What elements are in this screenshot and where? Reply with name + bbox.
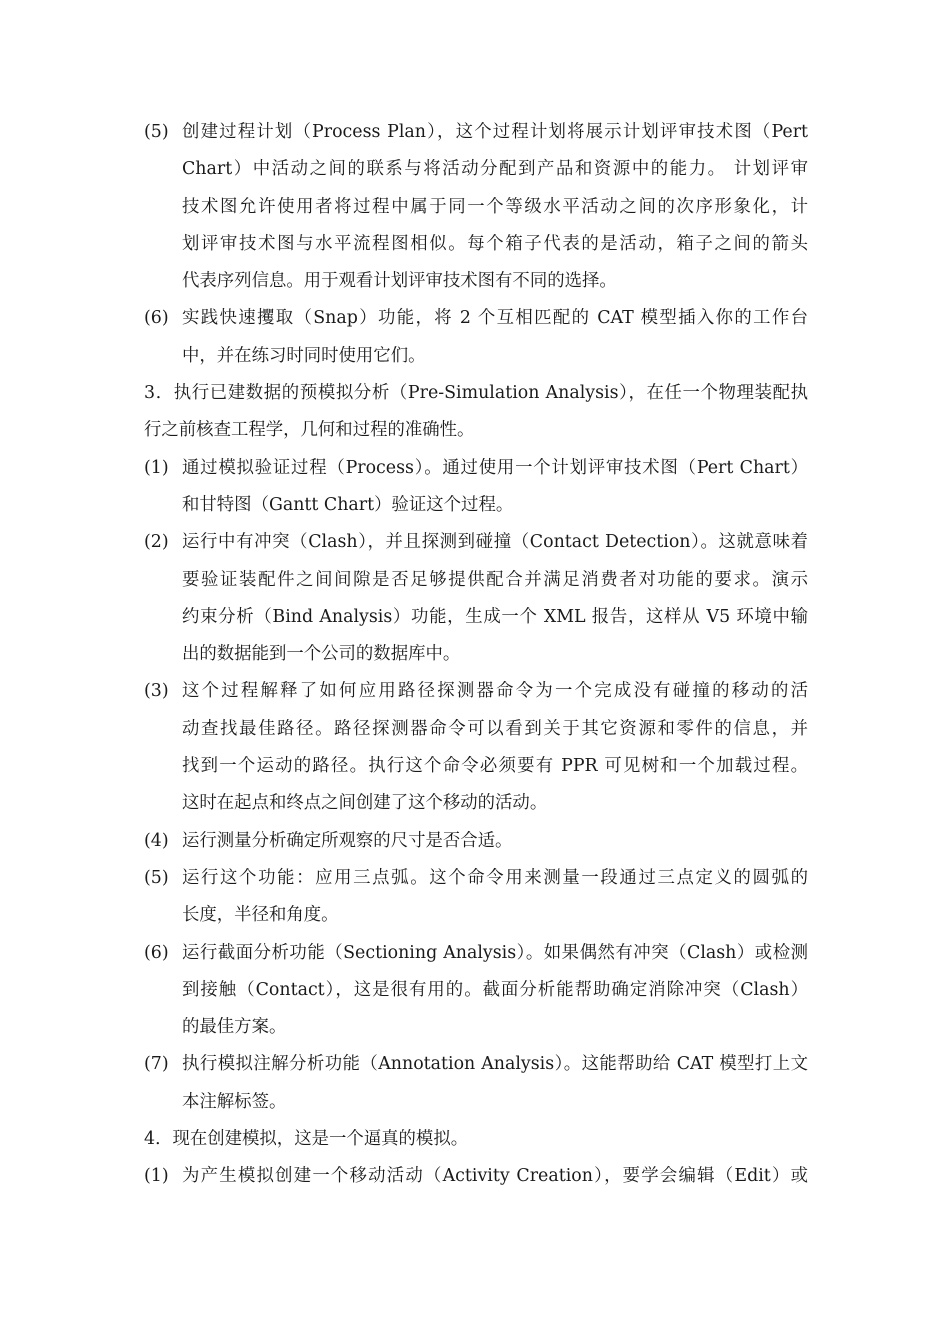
text-line <box>144 1084 808 1121</box>
line-text: 约束分析（Bind Analysis）功能，生成一个 XML 报告，这样从 V5 环境中输 <box>182 606 808 627</box>
list-marker: (1) <box>144 1166 169 1187</box>
text-line <box>144 114 808 151</box>
line-text: 通过模拟验证过程（Process）。通过使用一个计划评审技术图（Pert Chart） <box>182 457 808 478</box>
text-line <box>144 972 808 1009</box>
text-line <box>144 338 808 375</box>
line-text: 运行中有冲突（Clash），并且探测到碰撞（Contact Detection）。这就意味着 <box>182 532 808 553</box>
text-line <box>144 1121 808 1158</box>
line-text: 中，并在练习时同时使用它们。 <box>182 345 426 366</box>
text-line <box>144 375 808 412</box>
text-line <box>144 1046 808 1083</box>
line-text: 4．现在创建模拟，这是一个逼真的模拟。 <box>144 1129 469 1150</box>
line-text: 动查找最佳路径。路径探测器命令可以看到关于其它资源和零件的信息，并 <box>182 718 808 739</box>
text-line <box>144 412 808 449</box>
line-text: 本注解标签。 <box>182 1091 287 1112</box>
list-marker: (4) <box>144 830 169 851</box>
text-line <box>144 636 808 673</box>
line-text: 这个过程解释了如何应用路径探测器命令为一个完成没有碰撞的移动的活 <box>182 681 808 702</box>
line-text: 代表序列信息。用于观看计划评审技术图有不同的选择。 <box>182 271 617 292</box>
line-text: 到接触（Contact），这是很有用的。截面分析能帮助确定消除冲突（Clash） <box>182 979 808 1000</box>
text-line <box>144 785 808 822</box>
line-text: 长度，半径和角度。 <box>182 905 339 926</box>
line-text: 出的数据能到一个公司的数据库中。 <box>182 644 461 665</box>
line-text: 行之前核查工程学，几何和过程的准确性。 <box>144 420 475 441</box>
text-line <box>144 487 808 524</box>
text-line <box>144 300 808 337</box>
line-text: 找到一个运动的路径。执行这个命令必须要有 PPR 可见树和一个加载过程。 <box>182 756 808 777</box>
line-text: 运行这个功能：应用三点弧。这个命令用来测量一段通过三点定义的圆弧的 <box>182 867 808 888</box>
line-text: Chart）中活动之间的联系与将活动分配到产品和资源中的能力。 计划评审 <box>182 159 808 180</box>
line-text: 创建过程计划（Process Plan），这个过程计划将展示计划评审技术图（Pert <box>182 122 808 142</box>
line-text: 为产生模拟创建一个移动活动（Activity Creation），要学会编辑（Edit）或 <box>182 1166 808 1187</box>
list-marker: (6) <box>144 942 169 963</box>
text-line <box>144 823 808 860</box>
text-line <box>144 748 808 785</box>
text-line <box>144 1158 808 1195</box>
line-text: 执行模拟注解分析功能（Annotation Analysis）。这能帮助给 CAT 模型打上文 <box>182 1054 808 1075</box>
line-text: 实践快速攫取（Snap）功能，将 2 个互相匹配的 CAT 模型插入你的工作台 <box>182 308 808 329</box>
text-line <box>144 897 808 934</box>
list-marker: (6) <box>144 308 169 329</box>
line-text: 的最佳方案。 <box>182 1017 287 1038</box>
text-line <box>144 226 808 263</box>
text-line <box>144 524 808 561</box>
line-text: 划评审技术图与水平流程图相似。每个箱子代表的是活动，箱子之间的箭头 <box>182 233 808 254</box>
line-text: 这时在起点和终点之间创建了这个移动的活动。 <box>182 793 548 814</box>
text-line <box>144 711 808 748</box>
document-page <box>144 114 808 1196</box>
text-line <box>144 189 808 226</box>
text-line <box>144 562 808 599</box>
line-text: 技术图允许使用者将过程中属于同一个等级水平活动之间的次序形象化，计 <box>182 196 808 217</box>
line-text: 运行截面分析功能（Sectioning Analysis）。如果偶然有冲突（Clash）或检测 <box>182 942 808 963</box>
text-line <box>144 151 808 188</box>
line-text: 运行测量分析确定所观察的尺寸是否合适。 <box>182 830 513 851</box>
list-marker: (7) <box>144 1054 169 1075</box>
text-line <box>144 673 808 710</box>
line-text: 要验证装配件之间间隙是否足够提供配合并满足消费者对功能的要求。演示 <box>182 569 808 590</box>
list-marker: (3) <box>144 681 169 702</box>
list-marker: (1) <box>144 457 169 478</box>
text-line <box>144 263 808 300</box>
list-marker: (5) <box>144 122 169 142</box>
text-line <box>144 1009 808 1046</box>
list-marker: (5) <box>144 867 169 888</box>
line-text: 和甘特图（Gantt Chart）验证这个过程。 <box>182 494 514 515</box>
text-line <box>144 860 808 897</box>
text-line <box>144 599 808 636</box>
list-marker: (2) <box>144 532 169 553</box>
text-line <box>144 935 808 972</box>
text-line <box>144 450 808 487</box>
line-text: 3．执行已建数据的预模拟分析（Pre-Simulation Analysis），在任一个物理装配执 <box>144 383 808 404</box>
